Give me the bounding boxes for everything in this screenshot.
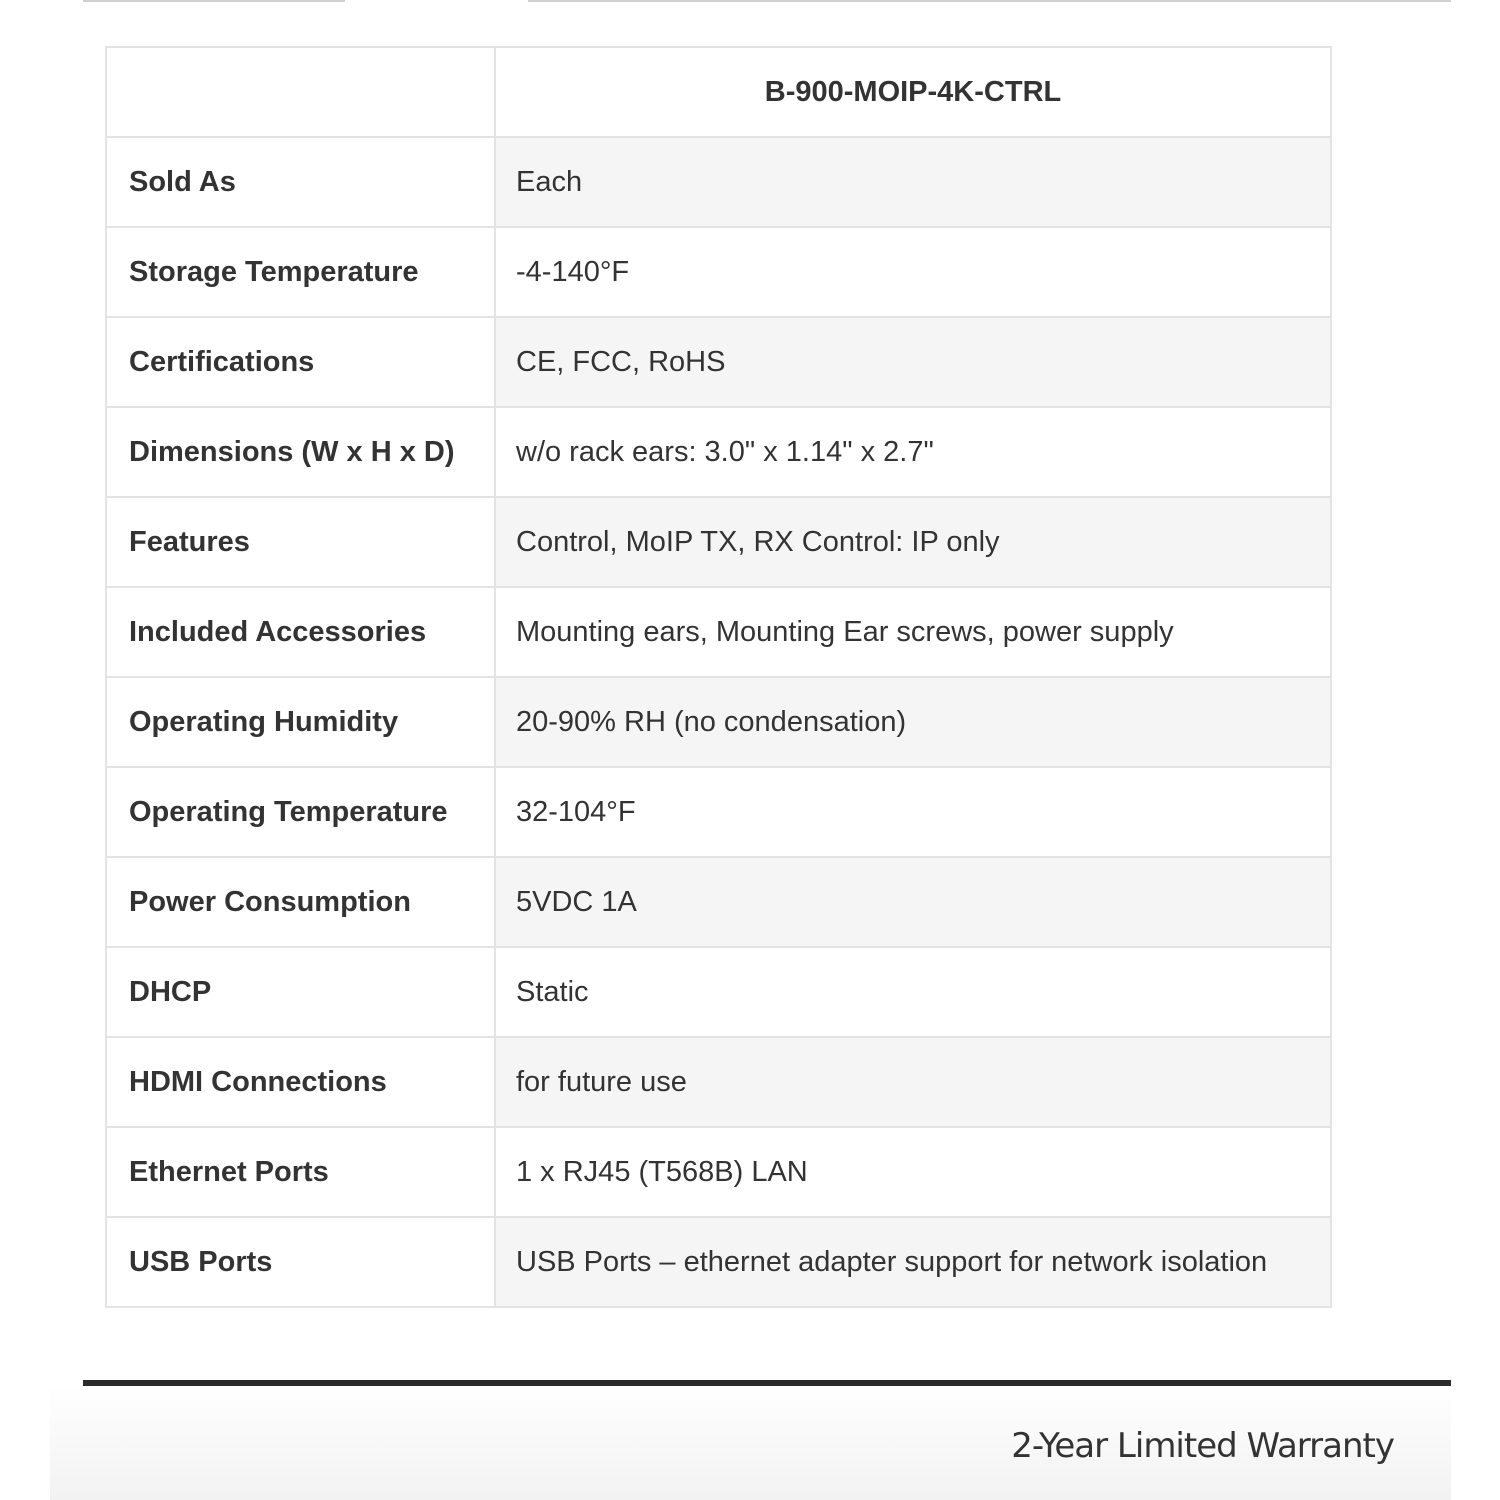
table-row (106, 407, 1331, 497)
spec-value: CE, FCC, RoHS (495, 317, 1331, 407)
spec-value: for future use (495, 1037, 1331, 1127)
table-row (106, 947, 1331, 1037)
warranty-tab[interactable] (50, 1386, 1451, 1500)
specifications-body (106, 137, 1331, 1307)
top-divider-right (528, 0, 1451, 2)
table-row (106, 1217, 1331, 1307)
table-row (106, 767, 1331, 857)
spec-label: Ethernet Ports (106, 1127, 495, 1217)
table-row (106, 587, 1331, 677)
spec-value: Mounting ears, Mounting Ear screws, power supply (495, 587, 1331, 677)
spec-value: 1 x RJ45 (T568B) LAN (495, 1127, 1331, 1217)
spec-value: 32-104°F (495, 767, 1331, 857)
spec-value: 5VDC 1A (495, 857, 1331, 947)
spec-label: Power Consumption (106, 857, 495, 947)
table-row (106, 1127, 1331, 1217)
table-row (106, 227, 1331, 317)
spec-label: Sold As (106, 137, 495, 227)
table-row (106, 677, 1331, 767)
table-row (106, 497, 1331, 587)
table-row (106, 857, 1331, 947)
spec-label: Storage Temperature (106, 227, 495, 317)
table-row (106, 1037, 1331, 1127)
model-name-header: B-900-MOIP-4K-CTRL (495, 47, 1331, 137)
warranty-label[interactable]: 2-Year Limited Warranty (1011, 1426, 1394, 1466)
spec-label: Operating Temperature (106, 767, 495, 857)
spec-label: HDMI Connections (106, 1037, 495, 1127)
specifications-table (105, 46, 1332, 1308)
spec-value: Static (495, 947, 1331, 1037)
spec-label: USB Ports (106, 1217, 495, 1307)
spec-value: Control, MoIP TX, RX Control: IP only (495, 497, 1331, 587)
top-divider-left (83, 0, 345, 2)
spec-value: w/o rack ears: 3.0" x 1.14" x 2.7" (495, 407, 1331, 497)
table-row (106, 317, 1331, 407)
spec-value: -4-140°F (495, 227, 1331, 317)
spec-value: 20-90% RH (no condensation) (495, 677, 1331, 767)
spec-label: Certifications (106, 317, 495, 407)
table-row (106, 137, 1331, 227)
spec-label: Included Accessories (106, 587, 495, 677)
table-header-label (106, 47, 495, 137)
spec-label: Features (106, 497, 495, 587)
spec-label: Operating Humidity (106, 677, 495, 767)
spec-label: Dimensions (W x H x D) (106, 407, 495, 497)
table-header-row (106, 47, 1331, 137)
spec-label: DHCP (106, 947, 495, 1037)
spec-value: USB Ports – ethernet adapter support for network isolation (495, 1217, 1331, 1307)
spec-value: Each (495, 137, 1331, 227)
